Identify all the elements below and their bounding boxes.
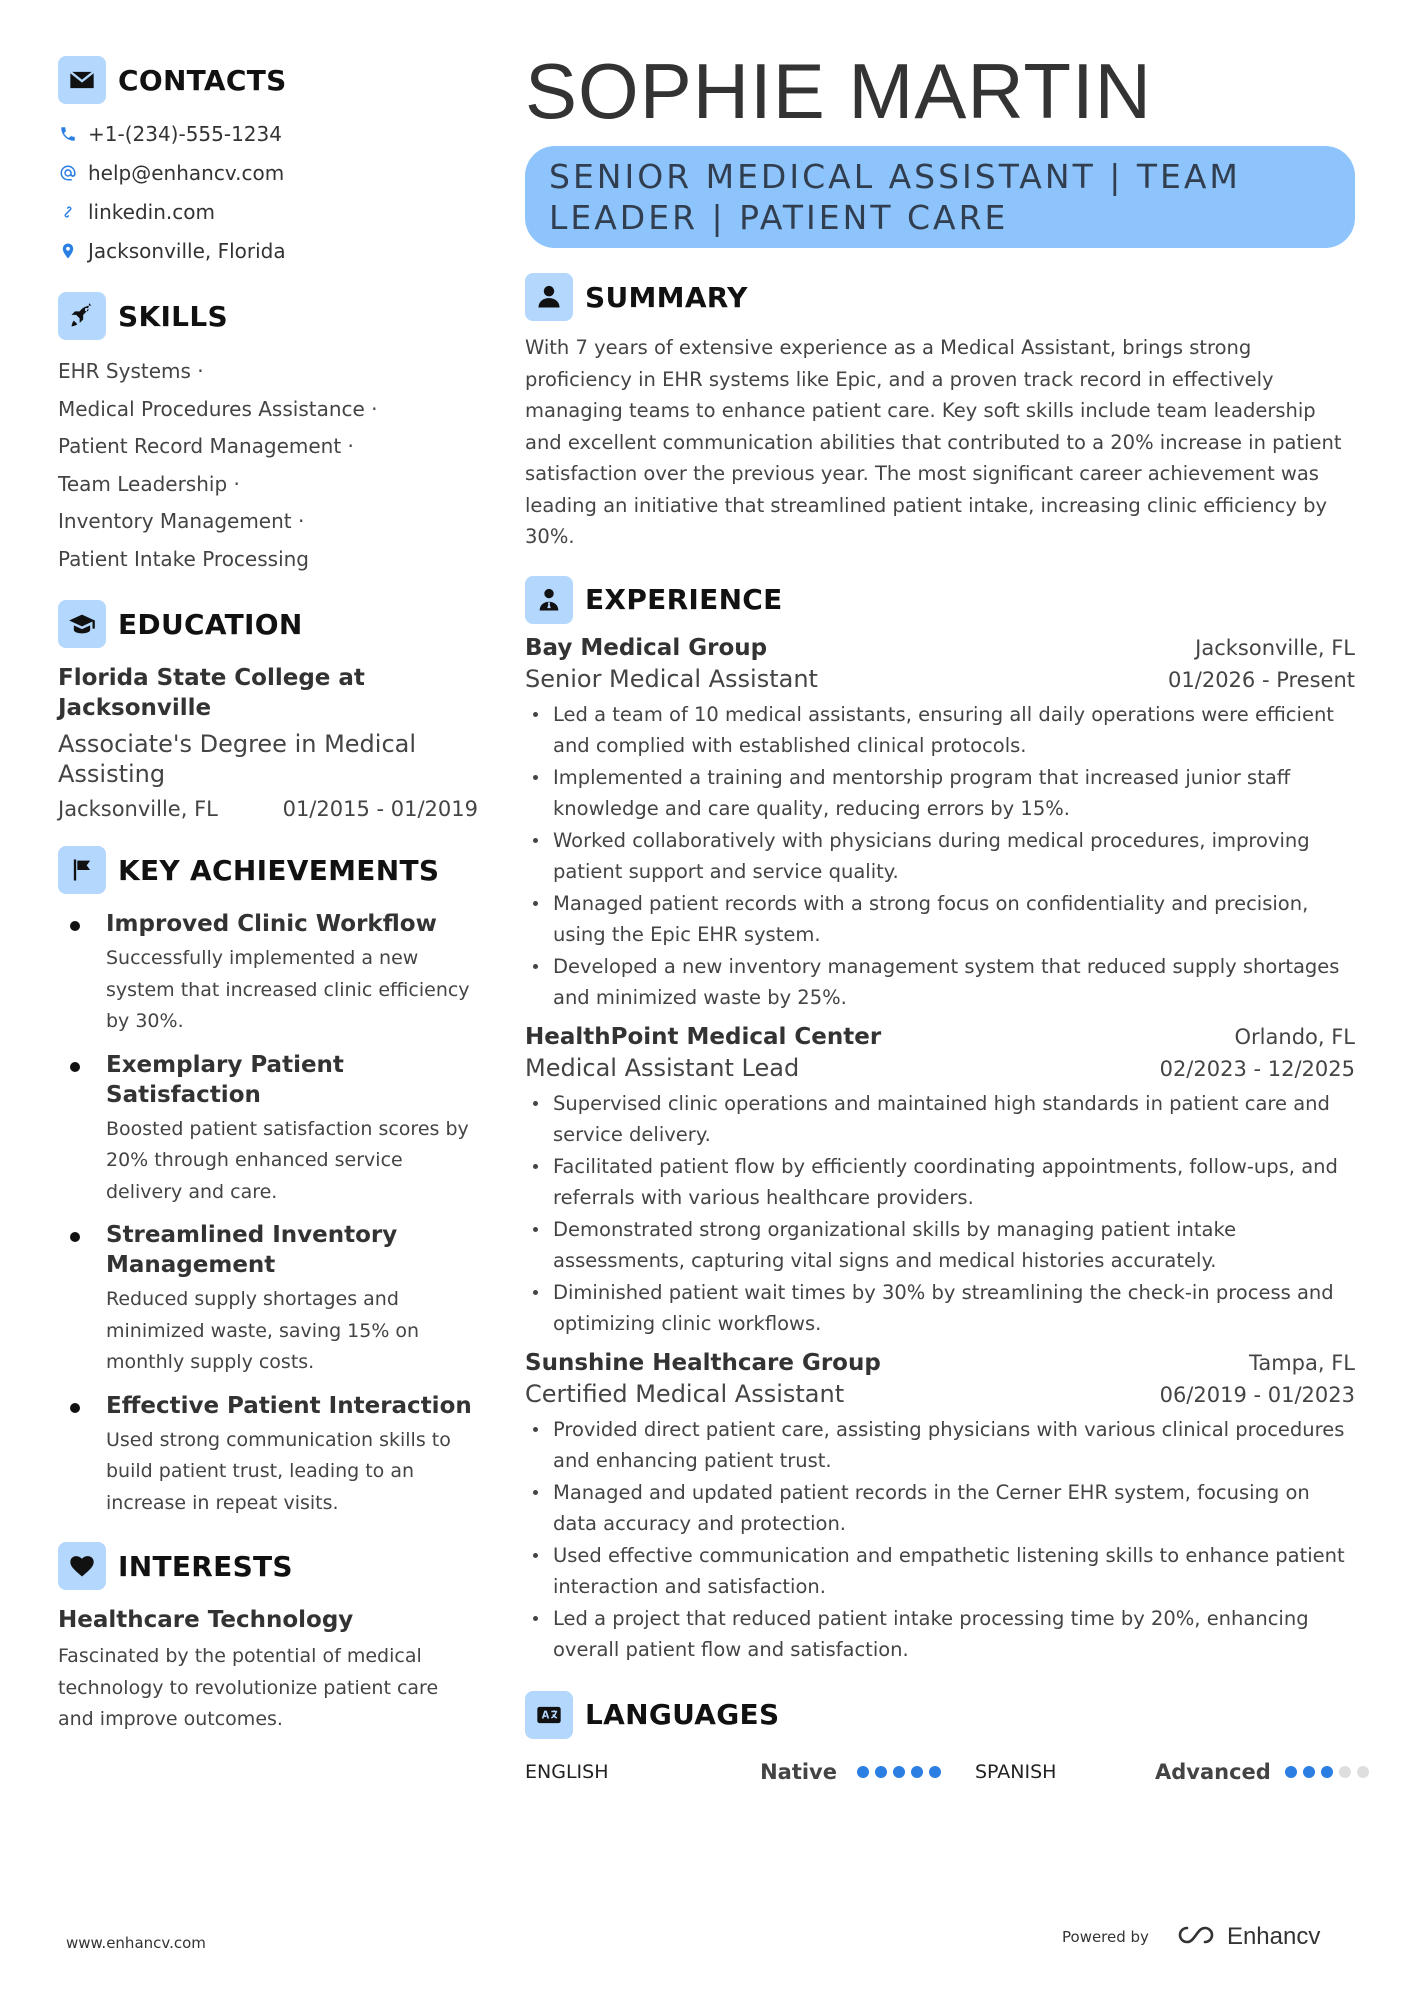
contacts-title: CONTACTS — [118, 63, 287, 97]
candidate-name: SOPHIE MARTIN — [525, 47, 1152, 135]
languages-section — [525, 1690, 1355, 1792]
job-bullet: Diminished patient wait times by 30% by streamlining the check-in process and optimizing clinic workflows. — [525, 1277, 1355, 1340]
language-level: Native — [760, 1759, 837, 1784]
language-item — [525, 1752, 941, 1792]
contact-phone[interactable] — [58, 114, 478, 153]
summary-header — [525, 272, 1355, 322]
interests-header — [58, 1541, 478, 1591]
job-bullet: Provided direct patient care, assisting physicians with various clinical procedures and enhancing patient trust. — [525, 1414, 1355, 1477]
job-bullet: Supervised clinic operations and maintained high standards in patient care and service delivery. — [525, 1088, 1355, 1151]
bullet-icon — [70, 1232, 80, 1242]
job-entry — [525, 1024, 1355, 1340]
contact-phone-text: +1-(234)-555-1234 — [88, 121, 282, 146]
achievement-desc: Used strong communication skills to build patient trust, leading to an increase in repeat visits. — [106, 1428, 451, 1514]
rating-dot-filled — [929, 1766, 941, 1778]
job-location: Tampa, FL — [1248, 1350, 1355, 1375]
skill-item: Medical Procedures Assistance · — [58, 396, 378, 421]
achievement-item — [58, 1050, 478, 1209]
languages-header — [525, 1690, 1355, 1740]
language-level: Advanced — [1155, 1759, 1271, 1784]
achievement-item — [58, 1220, 478, 1379]
job-company: Bay Medical Group — [525, 634, 768, 661]
education-degree: Associate's Degree in Medical Assisting — [58, 730, 417, 788]
rating-dot-empty — [1357, 1766, 1369, 1778]
skill-item: Inventory Management · — [58, 509, 305, 533]
job-bullet: Led a project that reduced patient intake processing time by 20%, enhancing overall patient flow and satisfaction. — [525, 1603, 1355, 1666]
skill-item: EHR Systems · — [58, 359, 204, 383]
location-pin-icon — [58, 241, 78, 261]
rating-dot-filled — [911, 1766, 923, 1778]
skills-header — [58, 291, 478, 341]
job-dates: 06/2019 - 01/2023 — [1159, 1382, 1355, 1407]
rating-dot-empty — [1339, 1766, 1351, 1778]
education-header — [58, 599, 478, 649]
language-rating — [1285, 1766, 1369, 1778]
job-bullet: Managed and updated patient records in the Cerner EHR system, focusing on data accuracy and protection. — [525, 1477, 1355, 1540]
job-bullet: Implemented a training and mentorship program that increased junior staff knowledge and care quality, reducing errors by 15%. — [525, 762, 1355, 825]
heart-icon — [58, 1542, 106, 1590]
job-bullet: Led a team of 10 medical assistants, ensuring all daily operations were efficient and complied with established clinical protocols. — [525, 699, 1355, 762]
summary-title: SUMMARY — [585, 280, 748, 314]
skills-title: SKILLS — [118, 299, 228, 333]
rating-dot-filled — [1321, 1766, 1333, 1778]
footer-brand[interactable] — [1062, 1922, 1320, 1952]
brand-name: Enhancv — [1226, 1923, 1321, 1950]
interest-title: Healthcare Technology — [58, 1607, 354, 1633]
education-school: Florida State College at Jacksonville — [58, 665, 365, 721]
achievement-title: Improved Clinic Workflow — [106, 911, 437, 937]
rating-dot-filled — [1303, 1766, 1315, 1778]
rocket-icon — [58, 292, 106, 340]
job-bullet: Facilitated patient flow by efficiently coordinating appointments, follow-ups, and referrals with various healthcare providers. — [525, 1151, 1355, 1214]
job-company: Sunshine Healthcare Group — [525, 1349, 881, 1376]
languages-title: LANGUAGES — [585, 1698, 780, 1731]
job-company: HealthPoint Medical Center — [525, 1023, 882, 1050]
bullet-icon — [70, 1062, 80, 1072]
job-dates: 01/2026 - Present — [1168, 667, 1355, 692]
achievement-item — [58, 909, 478, 1038]
candidate-headline: SENIOR MEDICAL ASSISTANT | TEAM LEADER | PATIENT CARE — [525, 146, 1355, 248]
achievement-title: Effective Patient Interaction — [106, 1392, 472, 1419]
job-title: Senior Medical Assistant — [525, 664, 818, 693]
contact-location-text: Jacksonville, Florida — [88, 238, 286, 263]
job-title: Certified Medical Assistant — [525, 1379, 845, 1408]
achievement-title: Exemplary Patient Satisfaction — [106, 1051, 344, 1108]
phone-icon — [58, 124, 78, 144]
achievements-title: KEY ACHIEVEMENTS — [118, 853, 440, 887]
contact-email-text: help@enhancv.com — [88, 160, 285, 185]
achievement-item — [58, 1391, 478, 1520]
achievement-desc: Successfully implemented a new system that increased clinic efficiency by 30%. — [106, 947, 470, 1032]
job-bullet: Demonstrated strong organizational skills by managing patient intake assessments, capturing vital signs and medical histories accurately. — [525, 1214, 1355, 1277]
education-section — [58, 599, 478, 821]
job-title: Medical Assistant Lead — [525, 1053, 800, 1082]
rating-dot-filled — [893, 1766, 905, 1778]
job-location: Orlando, FL — [1234, 1024, 1355, 1049]
education-dates: 01/2015 - 01/2019 — [282, 797, 478, 821]
translate-icon — [525, 1691, 573, 1739]
contact-linkedin-text: linkedin.com — [88, 199, 215, 224]
interests-title: INTERESTS — [118, 1549, 293, 1583]
job-bullet: Used effective communication and empathetic listening skills to enhance patient interaction and satisfaction. — [525, 1540, 1355, 1603]
experience-title: EXPERIENCE — [585, 583, 783, 616]
contacts-section — [58, 55, 478, 270]
language-name: ENGLISH — [525, 1760, 609, 1783]
achievements-header — [58, 845, 478, 895]
contacts-header — [58, 55, 478, 105]
summary-section — [525, 272, 1355, 553]
interest-desc: Fascinated by the potential of medical technology to revolutionize patient care and improve outcomes. — [58, 1645, 439, 1730]
experience-header — [525, 575, 1355, 625]
contact-email[interactable] — [58, 153, 478, 192]
rating-dot-filled — [857, 1766, 869, 1778]
summary-text: With 7 years of extensive experience as a Medical Assistant, brings strong proficiency in EHR systems like Epic, and a proven track record in effectively managing teams to enhance patient care. Key soft skills include team leadership and excellent communication abilities that contributed to a 20% increase in patient satisfaction over the previous year. The most significant career achievement was leading an initiative that streamlined patient intake, increasing clinic efficiency by 30%. — [525, 336, 1342, 548]
job-bullet: Managed patient records with a strong focus on confidentiality and precision, using the Epic EHR system. — [525, 888, 1355, 951]
flag-icon — [58, 846, 106, 894]
skills-section — [58, 291, 478, 578]
person-icon — [525, 273, 573, 321]
interests-section — [58, 1541, 478, 1736]
at-icon — [58, 163, 78, 183]
rating-dot-filled — [1285, 1766, 1297, 1778]
briefcase-user-icon — [525, 576, 573, 624]
language-item — [975, 1752, 1369, 1792]
bullet-icon — [70, 1403, 80, 1413]
skill-item: Patient Record Management · — [58, 434, 354, 458]
achievement-desc: Reduced supply shortages and minimized waste, saving 15% on monthly supply costs. — [106, 1288, 420, 1373]
enhancv-logo-icon — [1173, 1922, 1219, 1952]
job-dates: 02/2023 - 12/2025 — [1159, 1056, 1355, 1081]
powered-by-label: Powered by — [1062, 1928, 1149, 1946]
language-rating — [857, 1766, 941, 1778]
bullet-icon — [70, 921, 80, 931]
right-column — [525, 46, 1355, 1792]
graduation-cap-icon — [58, 600, 106, 648]
education-meta — [58, 797, 478, 821]
education-title: EDUCATION — [118, 607, 303, 641]
achievement-desc: Boosted patient satisfaction scores by 20% through enhanced service delivery and care. — [106, 1117, 469, 1203]
achievements-section — [58, 845, 478, 1519]
envelope-icon — [58, 56, 106, 104]
footer-website[interactable]: www.enhancv.com — [66, 1934, 206, 1952]
job-entry — [525, 1350, 1355, 1666]
rating-dot-filled — [875, 1766, 887, 1778]
contact-location — [58, 231, 478, 270]
experience-section — [525, 575, 1355, 1666]
job-entry — [525, 635, 1355, 1014]
achievement-title: Streamlined Inventory Management — [106, 1222, 398, 1278]
link-icon — [58, 202, 78, 222]
contact-linkedin[interactable] — [58, 192, 478, 231]
skill-item: Team Leadership · — [58, 471, 240, 496]
job-location: Jacksonville, FL — [1195, 635, 1355, 660]
language-name: SPANISH — [975, 1760, 1057, 1783]
job-bullet: Developed a new inventory management system that reduced supply shortages and minimized waste by 25%. — [525, 951, 1355, 1014]
left-column — [58, 55, 478, 1736]
education-location: Jacksonville, FL — [58, 797, 218, 821]
skill-item: Patient Intake Processing — [58, 546, 309, 571]
job-bullet: Worked collaboratively with physicians during medical procedures, improving patient support and service quality. — [525, 825, 1355, 888]
